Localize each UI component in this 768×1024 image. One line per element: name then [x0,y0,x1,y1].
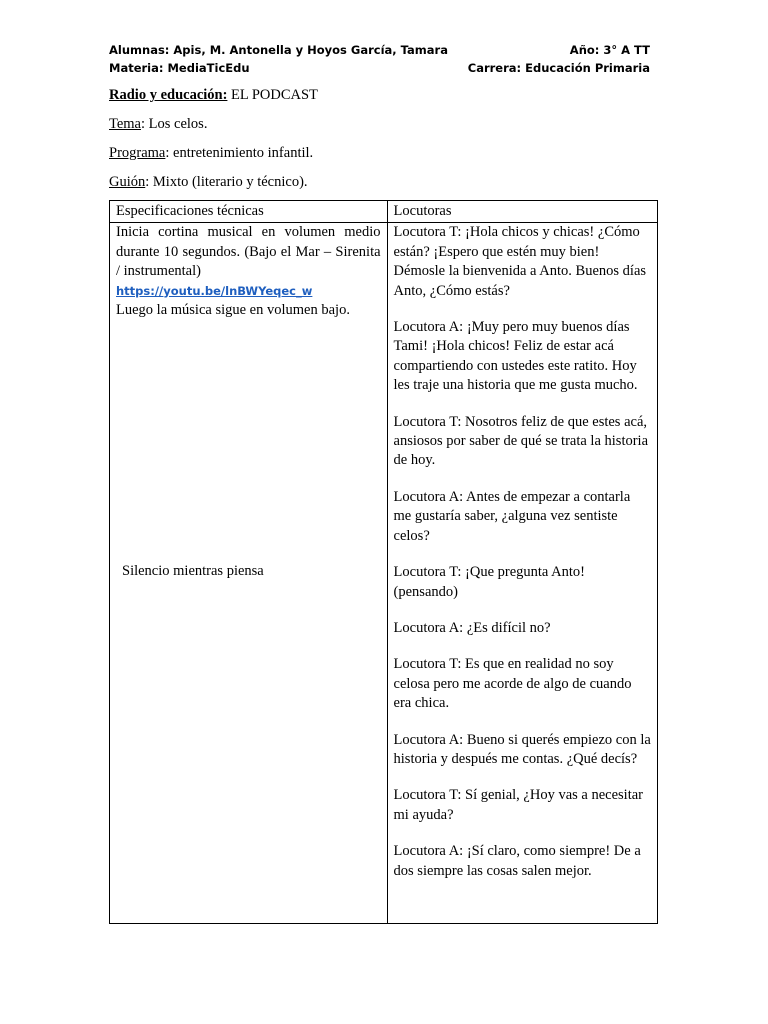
doc-title [109,86,318,104]
meta-programa [109,144,313,162]
column-header-speakers: Locutoras [387,201,657,223]
spec-after-link: Luego la música sigue en volumen bajo. [116,302,350,319]
tema-label: Tema [109,116,141,132]
meta-tema [109,115,207,133]
meta-guion [109,173,308,191]
subject-label: Materia: MediaTicEdu [109,61,250,75]
career-label: Carrera: Educación Primaria [467,61,650,75]
guion-label: Guión [109,174,146,190]
guion-value: : Mixto (literario y técnico). [145,174,308,190]
programa-value: : entretenimiento infantil. [165,145,314,161]
title-value: EL PODCAST [227,87,318,103]
table-header-row [110,201,658,223]
programa-label: Programa [109,145,166,161]
script-table [109,200,658,924]
music-link[interactable]: https://youtu.be/lnBWYeqec_w [116,283,313,298]
dialogue-turn: Locutora T: Sí genial, ¿Hoy vas a necesitar mi ayuda? [393,787,643,823]
tema-value: : Los celos. [141,116,208,132]
header-row-2 [109,60,650,77]
dialogue-turn: Locutora A: ¿Es difícil no? [393,619,551,636]
speakers-cell [387,223,657,924]
students-label: Alumnas: Apis, M. Antonella y Hoyos García, Tamara [109,43,448,57]
dialogue-turn: Locutora A: Antes de empezar a contarla me gustaría saber, ¿alguna vez sentiste celos? [393,488,631,544]
dialogue-turn: Locutora T: ¡Hola chicos y chicas! ¿Cómo están? ¡Espero que estén muy bien! Démosle la bienvenida a Anto. Buenos días Anto, ¿Cómo estás? [393,224,647,299]
spec-intro: Inicia cortina musical en volumen medio durante 10 segundos. (Bajo el Mar – Sirenita / instrumental) [116,224,381,280]
specs-cell [110,223,388,924]
dialogue-turn: Locutora A: ¡Sí claro, como siempre! De a dos siempre las cosas salen mejor. [393,843,641,879]
spec-silence: Silencio mientras piensa [122,563,264,580]
title-label: Radio y educación: [109,87,228,103]
column-header-specs: Especificaciones técnicas [110,201,388,223]
dialogue-turn: Locutora A: Bueno si querés empiezo con la historia y después me contas. ¿Qué decís? [393,731,651,767]
dialogue-turn: Locutora T: ¡Que pregunta Anto! (pensando) [393,564,586,600]
table-row [110,223,658,924]
dialogue-turn: Locutora T: Nosotros feliz de que estes acá, ansiosos por saber de qué se trata la historia de hoy. [393,413,649,469]
dialogue-turn: Locutora T: Es que en realidad no soy celosa pero me acorde de algo de cuando era chica. [393,656,632,712]
dialogue-turn: Locutora A: ¡Muy pero muy buenos días Tami! ¡Hola chicos! Feliz de estar acá compartiendo con ustedes este ratito. Hoy les traje una historia que me gusta mucho. [393,319,638,394]
year-label: Año: 3° A TT [569,43,650,57]
header-row-1 [109,42,650,59]
